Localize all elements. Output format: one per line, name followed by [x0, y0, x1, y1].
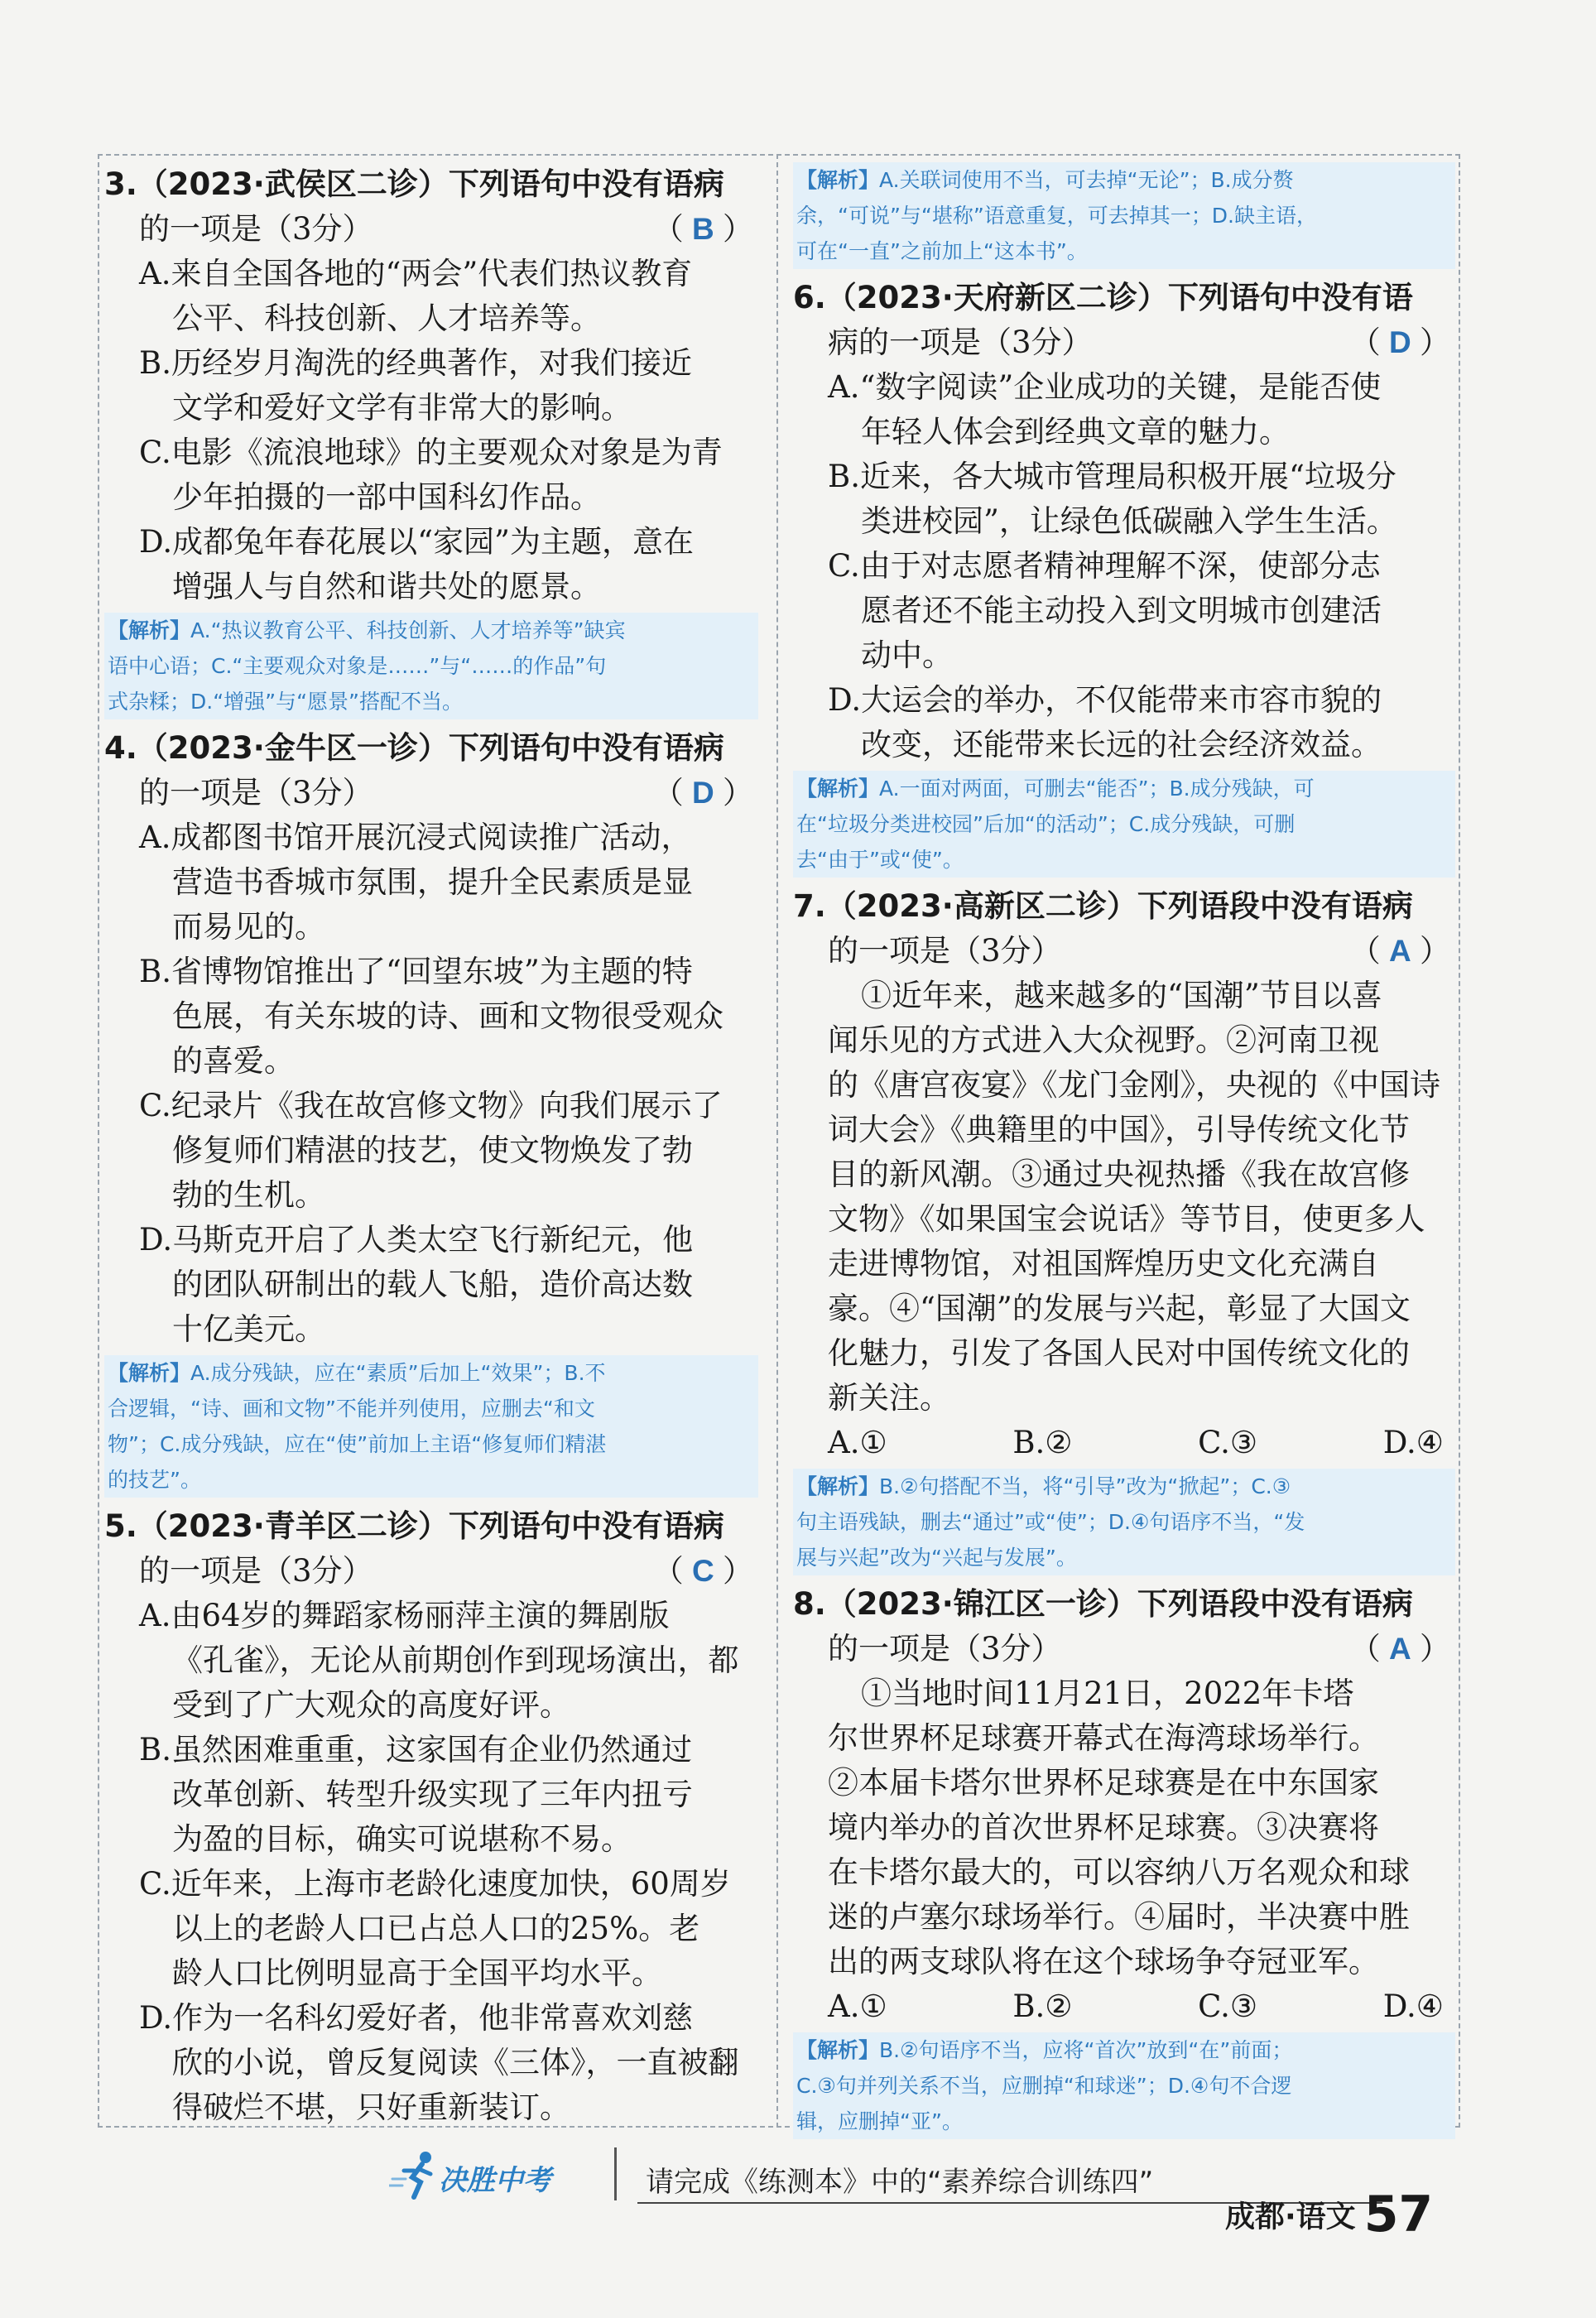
passage-line: 尔世界杯足球赛开幕式在海湾球场举行。 [828, 1720, 1379, 1756]
question-stem-line2: 的一项是（3分） （ A ） [793, 1627, 1455, 1671]
explanation-tag: 【解析】 [796, 1474, 880, 1498]
passage-line: ①当地时间11月21日，2022年卡塔 [861, 1676, 1354, 1711]
question-7 [793, 884, 1455, 1575]
option-a-cont: 而易见的。 [172, 909, 325, 945]
question-4 [104, 726, 758, 1498]
explanation-tag: 【解析】 [796, 777, 880, 801]
passage-line: 迷的卢塞尔球场举行。④届时，半决赛中胜 [828, 1899, 1410, 1935]
option-c: C.近年来，上海市老龄化速度加快，60周岁 [139, 1866, 731, 1902]
question-stem-line2: 病的一项是（3分） （ D ） [793, 320, 1455, 365]
option-a-cont: 公平、科技创新、人才培养等。 [172, 301, 601, 336]
choice-c: C.③ [1198, 1989, 1258, 2024]
brand-logo [389, 2146, 596, 2204]
choice-d: D.④ [1382, 1989, 1444, 2024]
option-d-cont: 的团队研制出的载人飞船，造价高达数 [172, 1267, 693, 1302]
option-a-cont: 《孔雀》，无论从前期创作到现场演出，都 [172, 1642, 739, 1678]
question-stem: 4.（2023·金牛区一诊）下列语句中没有语病 [104, 730, 724, 766]
option-c-cont: 动中。 [861, 637, 953, 673]
question-3 [104, 162, 758, 719]
passage-line: 走进博物馆，对祖国辉煌历史文化充满自 [828, 1246, 1379, 1282]
question-stem-line2: 的一项是（3分） （ C ） [104, 1549, 758, 1594]
passage-line: 新关注。 [828, 1380, 950, 1416]
choice-b: B.② [1012, 1989, 1073, 2024]
explanation-tag: 【解析】 [108, 618, 191, 642]
explanation-box [793, 2032, 1455, 2139]
explanation-tag: 【解析】 [796, 168, 880, 192]
explanation-box [104, 1355, 758, 1498]
explanation-text: B.②句搭配不当，将“引导”改为“掀起”；C.③ [879, 1474, 1291, 1498]
option-a-cont: 受到了广大观众的高度好评。 [172, 1687, 570, 1723]
explanation-box [793, 1469, 1455, 1575]
explanation-text: C.③句并列关系不当，应删掉“和球迷”；D.④句不合逻 [796, 2074, 1292, 2098]
choice-c: C.③ [1198, 1425, 1258, 1460]
option-c-cont: 勃的生机。 [172, 1177, 325, 1213]
question-stem: 3.（2023·武侯区二诊）下列语句中没有语病 [104, 166, 724, 202]
choice-row [793, 1984, 1455, 2029]
question-5 [104, 1504, 758, 2130]
option-b-cont: 改革创新、转型升级实现了三年内扭亏 [172, 1777, 693, 1812]
option-c-cont: 龄人口比例明显高于全国平均水平。 [172, 1955, 662, 1991]
option-a: A.“数字阅读”企业成功的关键，是能否使 [828, 369, 1382, 405]
explanation-text: 展与兴起”改为“兴起与发展”。 [796, 1546, 1077, 1570]
passage-line: ②本届卡塔尔世界杯足球赛是在中东国家 [828, 1765, 1379, 1801]
explanation-text: 辑，应删掉“亚”。 [796, 2109, 963, 2133]
explanation-text: 的技艺”。 [108, 1468, 201, 1492]
answer-mark: （ A ） [1349, 934, 1450, 968]
option-c-cont: 修复师们精湛的技艺，使文物焕发了勃 [172, 1133, 693, 1168]
subject-label: 成都·语文 [1225, 2200, 1356, 2234]
passage-line: 在卡塔尔最大的，可以容纳八万名观众和球 [828, 1854, 1410, 1890]
explanation-text: A.“热议教育公平、科技创新、人才培养等”缺宾 [190, 618, 626, 642]
passage-line: 豪。④“国潮”的发展与兴起，彰显了大国文 [828, 1291, 1411, 1326]
right-column [793, 162, 1455, 2146]
brand-text: 决胜中考 [439, 2164, 551, 2197]
choice-a: A.① [828, 1425, 887, 1460]
choice-row [793, 1421, 1455, 1465]
explanation-text: 物”；C.成分残缺，应在“使”前加上主语“修复师们精湛 [108, 1432, 607, 1456]
explanation-text: 余，“可说”与“堪称”语意重复，可去掉其一；D.缺主语， [796, 204, 1318, 228]
answer-mark: （ D ） [1349, 325, 1450, 359]
passage-line: 出的两支球队将在这个球场争夺冠亚军。 [828, 1944, 1379, 1979]
passage-line: 的《唐宫夜宴》《龙门金刚》，央视的《中国诗 [828, 1067, 1440, 1103]
explanation-box [793, 771, 1455, 878]
explanation-text: 可在“一直”之前加上“这本书”。 [796, 239, 1088, 263]
explanation-tag: 【解析】 [108, 1361, 191, 1385]
passage-line: 目的新风潮。③通过央视热播《我在故宫修 [828, 1157, 1410, 1192]
question-stem-line2: 的一项是（3分） （ B ） [104, 207, 758, 252]
option-d-cont: 增强人与自然和谐共处的愿景。 [172, 569, 601, 604]
explanation-text: 语中心语；C.“主要观众对象是……”与“……的作品”句 [108, 654, 607, 678]
explanation-text: A.关联词使用不当，可去掉“无论”；B.成分赘 [879, 168, 1294, 192]
column-divider [776, 154, 778, 2128]
option-b-cont: 色展，有关东坡的诗、画和文物很受观众 [172, 998, 723, 1034]
option-b-cont: 文学和爱好文学有非常大的影响。 [172, 390, 632, 426]
option-c-cont: 愿者还不能主动投入到文明城市创建活 [861, 593, 1382, 628]
footer-separator [614, 2147, 617, 2200]
page-info [1225, 2186, 1433, 2243]
explanation-text: 在“垃圾分类进校园”后加“的活动”；C.成分残缺，可删 [796, 812, 1296, 836]
option-d-cont: 得破烂不堪，只好重新装订。 [172, 2090, 570, 2125]
option-b-cont: 的喜爱。 [172, 1043, 295, 1079]
explanation-box [104, 613, 758, 719]
option-d: D.马斯克开启了人类太空飞行新纪元，他 [139, 1222, 694, 1258]
option-b: B.历经岁月淘洗的经典著作，对我们接近 [139, 345, 692, 381]
option-d: D.作为一名科幻爱好者，他非常喜欢刘慈 [139, 2000, 694, 2036]
question-stem: 6.（2023·天府新区二诊）下列语句中没有语 [793, 280, 1413, 315]
question-8 [793, 1582, 1455, 2139]
question-stem-line2: 的一项是（3分） （ A ） [793, 929, 1455, 974]
explanation-text: 合逻辑，“诗、画和文物”不能并列使用，应删去“和文 [108, 1397, 595, 1421]
choice-a: A.① [828, 1989, 887, 2024]
option-c-cont: 以上的老龄人口已占总人口的25%。老 [172, 1911, 700, 1946]
explanation-text: B.②句语序不当，应将“首次”放到“在”前面； [879, 2038, 1293, 2062]
choice-d: D.④ [1382, 1425, 1444, 1460]
answer-mark: （ D ） [652, 776, 753, 810]
option-d: D.大运会的举办，不仅能带来市容市貌的 [828, 682, 1382, 718]
choice-b: B.② [1012, 1425, 1073, 1460]
page-number: 57 [1363, 2186, 1434, 2243]
page-footer [389, 2141, 1217, 2215]
option-b-cont: 类进校园”，让绿色低碳融入学生生活。 [861, 503, 1397, 539]
option-d-cont: 十亿美元。 [172, 1311, 325, 1347]
option-a-cont: 年轻人体会到经典文章的魅力。 [861, 414, 1290, 450]
option-c-cont: 少年拍摄的一部中国科幻作品。 [172, 479, 601, 515]
question-stem: 8.（2023·锦江区一诊）下列语段中没有语病 [793, 1586, 1413, 1622]
explanation-text: 式杂糅；D.“增强”与“愿景”搭配不当。 [108, 690, 464, 714]
option-a: A.由64岁的舞蹈家杨丽萍主演的舞剧版 [139, 1598, 670, 1633]
passage-line: 闻乐见的方式进入大众视野。②河南卫视 [828, 1022, 1379, 1058]
answer-mark: （ B ） [652, 212, 753, 246]
option-b: B.省博物馆推出了“回望东坡”为主题的特 [139, 954, 693, 989]
footer-note: 请完成《练测本》中的“素养综合训练四” [646, 2166, 1154, 2199]
explanation-text: A.一面对两面，可删去“能否”；B.成分残缺，可 [879, 777, 1315, 801]
question-stem: 5.（2023·青羊区二诊）下列语句中没有语病 [104, 1508, 724, 1544]
answer-mark: （ C ） [652, 1554, 753, 1588]
option-c: C.纪录片《我在故宫修文物》向我们展示了 [139, 1088, 723, 1123]
option-d-cont: 改变，还能带来长远的社会经济效益。 [861, 727, 1382, 762]
question-stem: 7.（2023·高新区二诊）下列语段中没有语病 [793, 888, 1413, 924]
explanation-tag: 【解析】 [796, 2038, 880, 2062]
option-a: A.成都图书馆开展沉浸式阅读推广活动， [139, 820, 692, 855]
passage-line: 词大会》《典籍里的中国》，引导传统文化节 [828, 1112, 1410, 1147]
option-b-cont: 为盈的目标，确实可说堪称不易。 [172, 1821, 632, 1857]
option-a-cont: 营造书香城市氛围，提升全民素质是显 [172, 864, 693, 900]
explanation-box [793, 162, 1455, 269]
passage-line: 文物》《如果国宝会说话》等节目，使更多人 [828, 1201, 1425, 1237]
answer-mark: （ A ） [1349, 1632, 1450, 1666]
explanation-text: 去“由于”或“使”。 [796, 848, 964, 872]
option-a: A.来自全国各地的“两会”代表们热议教育 [139, 256, 693, 291]
left-column [104, 162, 758, 2130]
passage-line: ①近年来，越来越多的“国潮”节目以喜 [861, 978, 1382, 1013]
passage-line: 境内举办的首次世界杯足球赛。③决赛将 [828, 1810, 1379, 1845]
option-c: C.由于对志愿者精神理解不深，使部分志 [828, 548, 1381, 584]
option-c: C.电影《流浪地球》的主要观众对象是为青 [139, 435, 723, 470]
explanation-text: 句主语残缺，删去“通过”或“使”；D.④句语序不当，“发 [796, 1510, 1305, 1534]
option-d-cont: 欣的小说，曾反复阅读《三体》，一直被翻 [172, 2045, 739, 2080]
question-stem-line2: 的一项是（3分） （ D ） [104, 771, 758, 815]
option-b: B.虽然困难重重，这家国有企业仍然通过 [139, 1732, 692, 1767]
passage-line: 化魅力，引发了各国人民对中国传统文化的 [828, 1335, 1410, 1371]
option-b: B.近来，各大城市管理局积极开展“垃圾分 [828, 459, 1396, 494]
option-d: D.成都兔年春花展以“家园”为主题，意在 [139, 524, 694, 560]
question-6 [793, 276, 1455, 878]
explanation-text: A.成分残缺，应在“素质”后加上“效果”；B.不 [190, 1361, 606, 1385]
